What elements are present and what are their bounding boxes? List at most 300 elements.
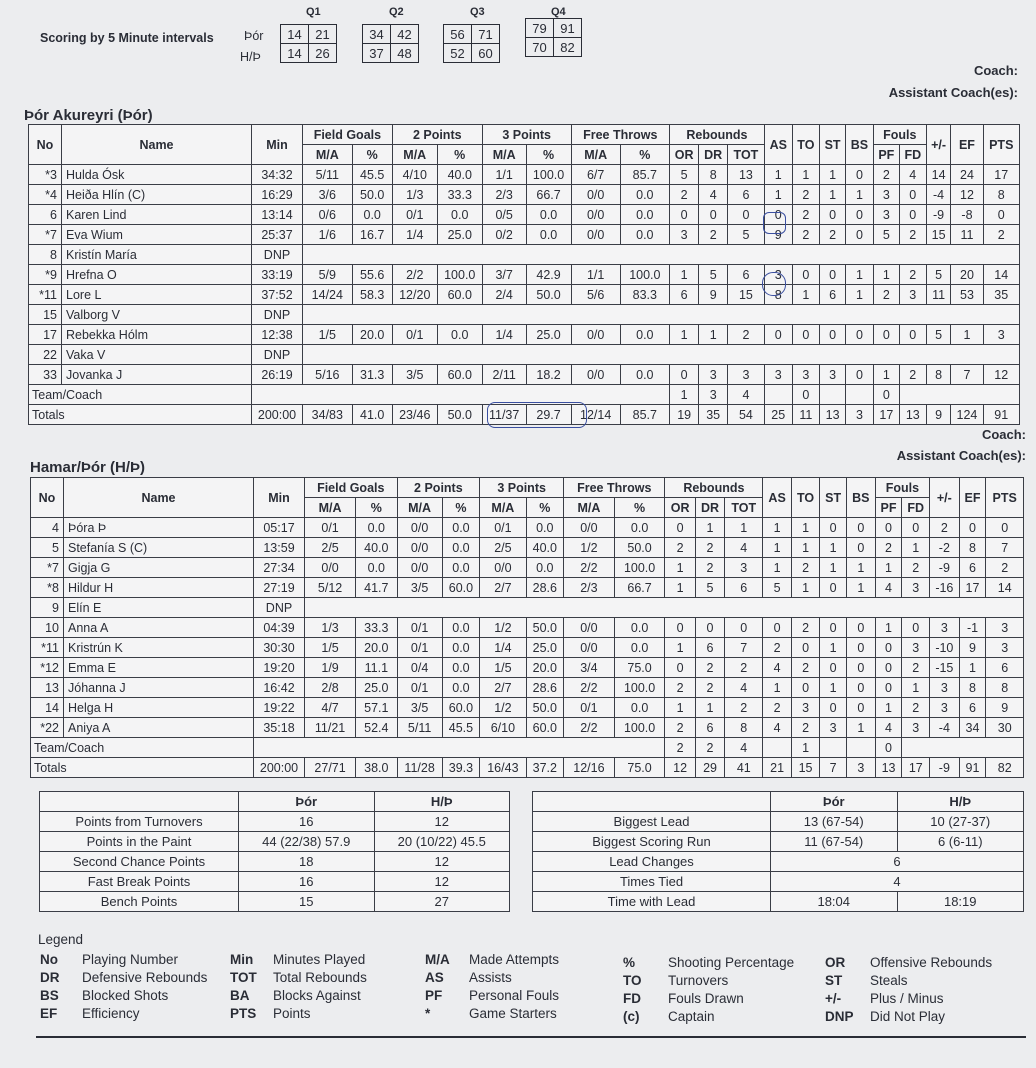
col-as: AS	[763, 478, 792, 518]
player-row	[31, 678, 1024, 698]
stat-cell: 4/7	[305, 698, 356, 718]
player-name: Hildur H	[64, 578, 254, 598]
player-number: 9	[31, 598, 64, 618]
summary-points-table	[39, 791, 510, 912]
col-to: TO	[792, 125, 819, 165]
legend-abbr: (c)	[623, 1009, 640, 1024]
stat-cell: 2	[665, 678, 695, 698]
player-number: 33	[29, 365, 62, 385]
team2-coach-label: Coach:	[981, 427, 1026, 442]
stat-cell: 15	[727, 285, 764, 305]
stat-cell: 0/1	[305, 518, 356, 538]
player-name: Eva Wium	[62, 225, 252, 245]
stat-cell: 2/4	[482, 285, 526, 305]
stat-cell: 2	[791, 618, 819, 638]
summary-value-hth: 18:19	[897, 892, 1024, 912]
player-number: *11	[31, 638, 64, 658]
stat-cell: 3	[725, 558, 763, 578]
team-coach-st	[820, 738, 847, 758]
stat-cell: 17	[959, 578, 986, 598]
stat-cell: 16:42	[254, 678, 305, 698]
col-name: Name	[64, 478, 254, 518]
stat-cell: 0	[695, 618, 724, 638]
legend-abbr: *	[425, 1006, 431, 1021]
summary-label: Bench Points	[40, 892, 239, 912]
stat-cell: 3	[873, 185, 899, 205]
team-coach-label: Team/Coach	[29, 385, 252, 405]
stat-cell: 0	[820, 265, 846, 285]
stat-cell: 60.0	[437, 365, 482, 385]
stat-cell: 13:14	[252, 205, 303, 225]
legend-desc: Minutes Played	[273, 952, 366, 967]
player-row	[31, 598, 1024, 618]
totals-cell: 29	[695, 758, 724, 778]
stat-cell: 1/5	[480, 658, 526, 678]
player-number: 10	[31, 618, 64, 638]
stat-cell: 0/0	[571, 225, 620, 245]
summary-label: Biggest Scoring Run	[533, 832, 771, 852]
stat-cell: 1	[764, 185, 792, 205]
legend-title: Legend	[38, 932, 84, 947]
stat-cell: 0/1	[397, 618, 442, 638]
stat-cell: 5	[669, 165, 698, 185]
stat-cell: 1	[763, 538, 792, 558]
stat-cell: 2	[763, 698, 792, 718]
stat-cell: 20.0	[352, 325, 392, 345]
stat-cell: 5/11	[303, 165, 353, 185]
stat-cell: 55.6	[352, 265, 392, 285]
stat-cell: 3	[764, 365, 792, 385]
interval-team-label-2: H/Þ	[240, 50, 261, 64]
player-number: 5	[31, 538, 64, 558]
team-coach-or: 1	[669, 385, 698, 405]
team-coach-tot: 4	[725, 738, 763, 758]
stat-cell: 11.1	[356, 658, 397, 678]
player-row	[29, 365, 1020, 385]
stat-cell: 8	[699, 165, 728, 185]
stat-cell: 12:38	[252, 325, 303, 345]
stat-cell: 6	[959, 558, 986, 578]
stat-cell: 2	[791, 718, 819, 738]
player-row	[29, 345, 1020, 365]
totals-cell: 85.7	[620, 405, 669, 425]
stat-cell: 20	[951, 265, 983, 285]
summary-value-hth: 20 (10/22) 45.5	[374, 832, 510, 852]
totals-cell: 23/46	[392, 405, 437, 425]
stat-cell: 2	[699, 225, 728, 245]
stat-cell: 0	[792, 265, 819, 285]
player-name: Lore L	[62, 285, 252, 305]
stat-cell: 1	[846, 265, 874, 285]
stat-cell: 35	[983, 285, 1020, 305]
team-coach-bs	[846, 385, 874, 405]
stat-cell: 25.0	[526, 638, 564, 658]
stat-cell: 2	[792, 185, 819, 205]
stat-cell: 1/2	[480, 698, 526, 718]
stat-cell: 1	[875, 698, 902, 718]
totals-label: Totals	[31, 758, 254, 778]
stat-cell: 0	[669, 205, 698, 225]
stat-cell: -16	[930, 578, 959, 598]
stat-cell: 0	[846, 165, 874, 185]
totals-cell: 13	[875, 758, 902, 778]
col-ft-pct: %	[620, 145, 669, 165]
totals-cell: 15	[791, 758, 819, 778]
stat-cell: 6/7	[571, 165, 620, 185]
stat-cell: 6	[727, 185, 764, 205]
stat-cell: 2/2	[564, 718, 615, 738]
stat-cell: -2	[930, 538, 959, 558]
player-name: Anna A	[64, 618, 254, 638]
player-minutes: DNP	[252, 345, 303, 365]
stat-cell: 5/12	[305, 578, 356, 598]
stat-cell: 6	[669, 285, 698, 305]
stat-cell: 50.0	[526, 285, 571, 305]
stat-cell: 25.0	[356, 678, 397, 698]
stat-cell: 18.2	[526, 365, 571, 385]
interval-box-q4: 79 91 70 82	[525, 18, 582, 57]
player-empty-cells	[303, 305, 1020, 325]
stat-cell: 1	[669, 325, 698, 345]
stat-cell: 3	[727, 365, 764, 385]
stat-cell: -15	[930, 658, 959, 678]
col-tot: TOT	[727, 145, 764, 165]
player-name: Kristrún K	[64, 638, 254, 658]
stat-cell: 0.0	[526, 558, 564, 578]
team-coach-st	[820, 385, 846, 405]
stat-cell: 1	[820, 538, 847, 558]
stat-cell: 2/2	[564, 558, 615, 578]
col-bs: BS	[846, 125, 874, 165]
stat-cell: 60.0	[437, 285, 482, 305]
summary-value-hth: 12	[374, 812, 510, 832]
stat-cell: 3	[792, 365, 819, 385]
player-number: *22	[31, 718, 64, 738]
stat-cell: 5	[926, 325, 951, 345]
stat-cell: 1/5	[303, 325, 353, 345]
stat-cell: 0.0	[356, 558, 397, 578]
player-row	[29, 305, 1020, 325]
stat-cell: 1	[695, 698, 724, 718]
legend-desc: Made Attempts	[469, 952, 560, 967]
legend-desc: Blocks Against	[273, 988, 361, 1003]
stat-cell: 0/0	[571, 325, 620, 345]
stat-cell: 1	[959, 658, 986, 678]
team-coach-to: 0	[792, 385, 819, 405]
col-dr: DR	[699, 145, 728, 165]
player-name: Hrefna O	[62, 265, 252, 285]
col-ft-ma: M/A	[564, 498, 615, 518]
legend-desc: Efficiency	[82, 1006, 140, 1021]
stat-cell: 5/9	[303, 265, 353, 285]
stat-cell: 16.7	[352, 225, 392, 245]
totals-cell: 41	[725, 758, 763, 778]
player-number: *9	[29, 265, 62, 285]
player-number: 17	[29, 325, 62, 345]
stat-cell: 3	[899, 285, 926, 305]
col-ef: EF	[951, 125, 983, 165]
col-min: Min	[252, 125, 303, 165]
stat-cell: 0	[820, 618, 847, 638]
player-row	[31, 558, 1024, 578]
quarter-label-q1: Q1	[306, 6, 321, 18]
stat-cell: 40.0	[356, 538, 397, 558]
stat-cell: 100.0	[614, 558, 665, 578]
stat-cell: 3	[902, 718, 930, 738]
stat-cell: 0/0	[564, 638, 615, 658]
stat-cell: 0/0	[397, 558, 442, 578]
stat-cell: 33:19	[252, 265, 303, 285]
stat-cell: 3	[986, 638, 1024, 658]
totals-cell: 13	[820, 405, 846, 425]
stat-cell: 15	[926, 225, 951, 245]
stat-cell: 85.7	[620, 165, 669, 185]
stat-cell: 5	[873, 225, 899, 245]
summary-value-hth: 12	[374, 872, 510, 892]
totals-cell: 17	[873, 405, 899, 425]
col-ft-ma: M/A	[571, 145, 620, 165]
stat-cell: 3	[902, 578, 930, 598]
stat-cell: 60.0	[526, 718, 564, 738]
stat-cell: 0	[846, 205, 874, 225]
stat-cell: 0/4	[397, 658, 442, 678]
stat-cell: 0	[986, 518, 1024, 538]
stat-cell: 5/16	[303, 365, 353, 385]
stat-cell: 100.0	[614, 718, 665, 738]
stat-cell: 2	[875, 538, 902, 558]
team-coach-as	[764, 385, 792, 405]
stat-cell: 3	[902, 638, 930, 658]
stat-cell: 3	[930, 678, 959, 698]
stat-cell: 5/6	[571, 285, 620, 305]
stat-cell: 1	[665, 698, 695, 718]
col-or: OR	[665, 498, 695, 518]
stat-cell: 34	[959, 718, 986, 738]
totals-cell: 3	[846, 405, 874, 425]
col-pf: PF	[875, 498, 902, 518]
stat-cell: 3/7	[482, 265, 526, 285]
stat-cell: 1	[665, 638, 695, 658]
stat-cell: 8	[986, 678, 1024, 698]
totals-cell: 16/43	[480, 758, 526, 778]
totals-cell: 25	[764, 405, 792, 425]
stat-cell: -4	[930, 718, 959, 738]
stat-cell: 2	[695, 538, 724, 558]
stat-cell: 2	[792, 205, 819, 225]
totals-cell: 11	[792, 405, 819, 425]
stat-cell: 4	[899, 165, 926, 185]
stat-cell: 5	[699, 265, 728, 285]
stat-cell: 75.0	[614, 658, 665, 678]
col-as: AS	[764, 125, 792, 165]
stat-cell: 33.3	[356, 618, 397, 638]
totals-row	[31, 758, 1024, 778]
stat-cell: 58.3	[352, 285, 392, 305]
stat-cell: 0	[764, 205, 792, 225]
stat-cell: 0	[791, 678, 819, 698]
stat-cell: 13	[727, 165, 764, 185]
stat-cell: 0/1	[397, 638, 442, 658]
legend-desc: Points	[273, 1006, 311, 1021]
totals-cell: 12	[665, 758, 695, 778]
stat-cell: 1	[665, 558, 695, 578]
team-coach-row	[31, 738, 1024, 758]
stat-cell: 52.4	[356, 718, 397, 738]
stat-cell: 2	[695, 658, 724, 678]
summary-value-thor: 18:04	[771, 892, 898, 912]
stat-cell: 6	[695, 718, 724, 738]
legend-desc: Game Starters	[469, 1006, 557, 1021]
stat-cell: 5	[727, 225, 764, 245]
totals-cell: 19	[669, 405, 698, 425]
col-pm: +/-	[930, 478, 959, 518]
player-row	[29, 185, 1020, 205]
stat-cell: 0	[665, 658, 695, 678]
summary-value-thor: 44 (22/38) 57.9	[239, 832, 375, 852]
stat-cell: 0/1	[480, 518, 526, 538]
stat-cell: 11	[926, 285, 951, 305]
stat-cell: 1	[763, 518, 792, 538]
stat-cell: 0	[669, 365, 698, 385]
player-name: Jóhanna J	[64, 678, 254, 698]
legend-abbr: BA	[230, 988, 250, 1003]
legend-abbr: TO	[623, 973, 642, 988]
stat-cell: 4/10	[392, 165, 437, 185]
stat-cell: 35:18	[254, 718, 305, 738]
stat-cell: 04:39	[254, 618, 305, 638]
stat-cell: 2	[695, 678, 724, 698]
summary-row	[40, 812, 510, 832]
stat-cell: 2/3	[482, 185, 526, 205]
stat-cell: 0/0	[305, 558, 356, 578]
player-number: 4	[31, 518, 64, 538]
stat-cell: 6/10	[480, 718, 526, 738]
player-name: Emma E	[64, 658, 254, 678]
player-row	[31, 518, 1024, 538]
col-3p: 3 Points	[482, 125, 571, 145]
stat-cell: 0	[983, 205, 1020, 225]
stat-cell: 6	[725, 578, 763, 598]
team-coach-bs	[847, 738, 876, 758]
interval-box-q2: 34 42 37 48	[362, 24, 419, 63]
stat-cell: 5	[763, 578, 792, 598]
player-row	[31, 618, 1024, 638]
quarter-label-q4: Q4	[551, 6, 566, 18]
stat-cell: 2	[873, 285, 899, 305]
col-fg-pct: %	[356, 498, 397, 518]
stat-cell: 1	[847, 718, 876, 738]
stat-cell: 0.0	[437, 205, 482, 225]
player-name: Vaka V	[62, 345, 252, 365]
player-number: *7	[31, 558, 64, 578]
stat-cell: 0	[899, 205, 926, 225]
stat-cell: 37:52	[252, 285, 303, 305]
stat-cell: 1	[820, 678, 847, 698]
col-fouls: Fouls	[873, 125, 926, 145]
stat-cell: 0/1	[397, 678, 442, 698]
summary-value-thor: 16	[239, 872, 375, 892]
stat-cell: 0/0	[480, 558, 526, 578]
player-name: Stefanía S (C)	[64, 538, 254, 558]
pen-circle-eva-as	[763, 212, 786, 234]
stat-cell: 1	[847, 578, 876, 598]
player-minutes: DNP	[252, 305, 303, 325]
stat-cell: 8	[926, 365, 951, 385]
stat-cell: 1/9	[305, 658, 356, 678]
player-name: Valborg V	[62, 305, 252, 325]
player-row	[29, 245, 1020, 265]
stat-cell: 0	[665, 618, 695, 638]
stat-cell: 0	[847, 618, 876, 638]
col-2p-pct: %	[442, 498, 480, 518]
col-fg-ma: M/A	[305, 498, 356, 518]
stat-cell: 0	[875, 678, 902, 698]
stat-cell: 28.6	[526, 578, 564, 598]
stat-cell: 1/3	[305, 618, 356, 638]
totals-cell: 54	[727, 405, 764, 425]
player-row	[29, 325, 1020, 345]
stat-cell: 05:17	[254, 518, 305, 538]
stat-cell: 0.0	[614, 698, 665, 718]
summary-value-thor: 16	[239, 812, 375, 832]
col-ft: Free Throws	[571, 125, 669, 145]
legend-abbr: TOT	[230, 970, 257, 985]
player-name: Karen Lind	[62, 205, 252, 225]
stat-cell: 11/21	[305, 718, 356, 738]
stat-cell: 66.7	[614, 578, 665, 598]
summary-value-thor: 15	[239, 892, 375, 912]
stat-cell: 9	[699, 285, 728, 305]
summary-row	[40, 832, 510, 852]
summary-label: Time with Lead	[533, 892, 771, 912]
stat-cell: 2/7	[480, 578, 526, 598]
stat-cell: 0.0	[442, 518, 480, 538]
totals-cell: 12/16	[564, 758, 615, 778]
stat-cell: 1/1	[571, 265, 620, 285]
stat-cell: 0	[820, 698, 847, 718]
totals-cell: 13	[899, 405, 926, 425]
stat-cell: 0	[902, 518, 930, 538]
player-number: *7	[29, 225, 62, 245]
stat-cell: 2	[930, 518, 959, 538]
team-coach-dr: 2	[695, 738, 724, 758]
quarter-label-q3: Q3	[470, 6, 485, 18]
team-coach-tot: 4	[727, 385, 764, 405]
stat-cell: 30:30	[254, 638, 305, 658]
stat-cell: 1/4	[480, 638, 526, 658]
stat-cell: 0.0	[620, 225, 669, 245]
stat-cell: 0.0	[620, 185, 669, 205]
stat-cell: 50.0	[526, 698, 564, 718]
col-3p-pct: %	[526, 498, 564, 518]
stat-cell: 0/2	[482, 225, 526, 245]
col-3p: 3 Points	[480, 478, 564, 498]
stat-cell: 1	[763, 558, 792, 578]
totals-cell: 200:00	[254, 758, 305, 778]
player-name: Aniya A	[64, 718, 254, 738]
stat-cell: 1	[669, 265, 698, 285]
player-minutes: DNP	[252, 245, 303, 265]
stat-cell: 5	[926, 265, 951, 285]
stat-cell: 3	[669, 225, 698, 245]
stat-cell: 0	[847, 678, 876, 698]
summary-value-shared: 4	[771, 872, 1024, 892]
footer-rule	[36, 1036, 1026, 1038]
stat-cell: 0	[899, 185, 926, 205]
stat-cell: 26:19	[252, 365, 303, 385]
interval-box-q1: 14 21 14 26	[280, 24, 337, 63]
totals-cell: 17	[902, 758, 930, 778]
